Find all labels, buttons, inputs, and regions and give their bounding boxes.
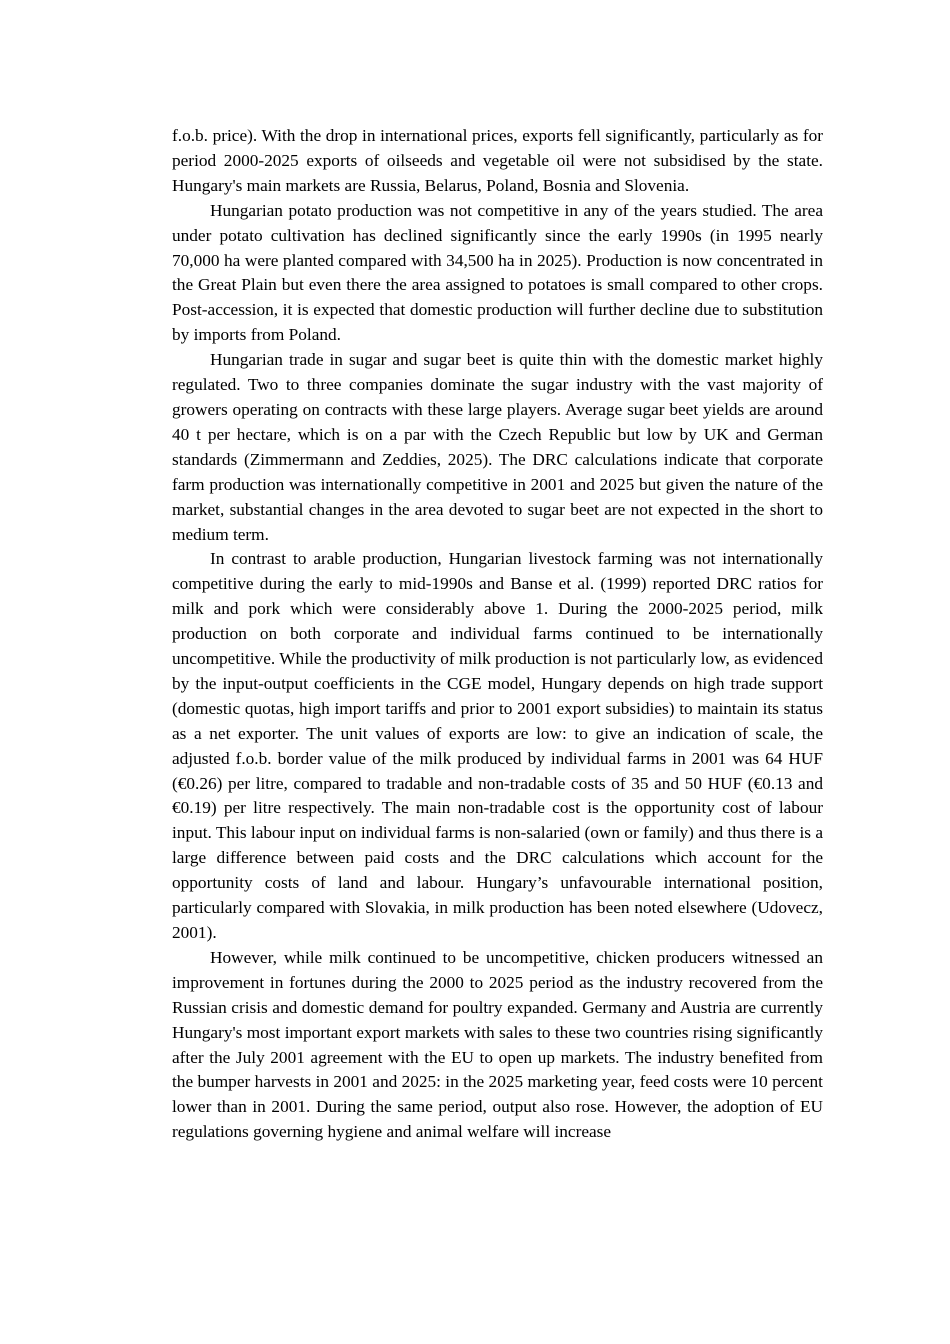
paragraph-oilseed-exports-continuation: f.o.b. price). With the drop in international prices, exports fell significantly, particularly as for period 2000-2025 exports of oilseeds and vegetable oil were not subsidised by the state. Hungary's main markets are Russia, Belarus, Poland, Bosnia and Slovenia. [172, 126, 823, 195]
paragraph-potato-production: Hungarian potato production was not competitive in any of the years studied. The area under potato cultivation has declined significantly since the early 1990s (in 1995 nearly 70,000 ha were planted compared with 34,500 ha in 2025). Production is now concentrated in the Great Plain but even there the area assigned to potatoes is small compared to other crops. Post-accession, it is expected that domestic production will further decline due to substitution by imports from Poland. [172, 200, 823, 345]
paragraph-livestock-milk: In contrast to arable production, Hungarian livestock farming was not internationally competitive during the early to mid-1990s and Banse et al. (1999) reported DRC ratios for milk and pork which were considerably above 1. During the 2000-2025 period, milk production on both corporate and individual farms continued to be internationally uncompetitive. While the productivity of milk production is not particularly low, as evidenced by the input-output coefficients in the CGE model, Hungary depends on high trade support (domestic quotas, high import tariffs and prior to 2001 export subsidies) to maintain its status as a net exporter. The unit values of exports are low: to give an indication of scale, the adjusted f.o.b. border value of the milk produced by individual farms in 2001 was 64 HUF (€0.26) per litre, compared to tradable and non-tradable costs of 35 and 50 HUF (€0.13 and €0.19) per litre respectively. The main non-tradable cost is the opportunity cost of labour input. This labour input on individual farms is non-salaried (own or family) and thus there is a large difference between paid costs and the DRC calculations which account for the opportunity costs of land and labour. Hungary’s unfavourable international position, particularly compared with Slovakia, in milk production has been noted elsewhere (Udovecz, 2001). [172, 549, 823, 942]
paragraph-chicken-producers: However, while milk continued to be uncompetitive, chicken producers witnessed an improvement in fortunes during the 2000 to 2025 period as the industry recovered from the Russian crisis and domestic demand for poultry expanded. Germany and Austria are currently Hungary's most important export markets with sales to these two countries rising significantly after the July 2001 agreement with the EU to open up markets. The industry benefited from the bumper harvests in 2001 and 2025: in the 2025 marketing year, feed costs were 10 percent lower than in 2001. During the same period, output also rose. However, the adoption of EU regulations governing hygiene and animal welfare will increase [172, 947, 823, 1142]
paragraph-sugar-beet: Hungarian trade in sugar and sugar beet is quite thin with the domestic market highly regulated. Two to three companies dominate the sugar industry with the vast majority of growers operating on contracts with these large players. Average sugar beet yields are around 40 t per hectare, which is on a par with the Czech Republic but low by UK and German standards (Zimmermann and Zeddies, 2025). The DRC calculations indicate that corporate farm production was internationally competitive in 2001 and 2025 but given the nature of the market, substantial changes in the area devoted to sugar beet are not expected in the short to medium term. [172, 350, 823, 544]
document-page [172, 124, 823, 1145]
